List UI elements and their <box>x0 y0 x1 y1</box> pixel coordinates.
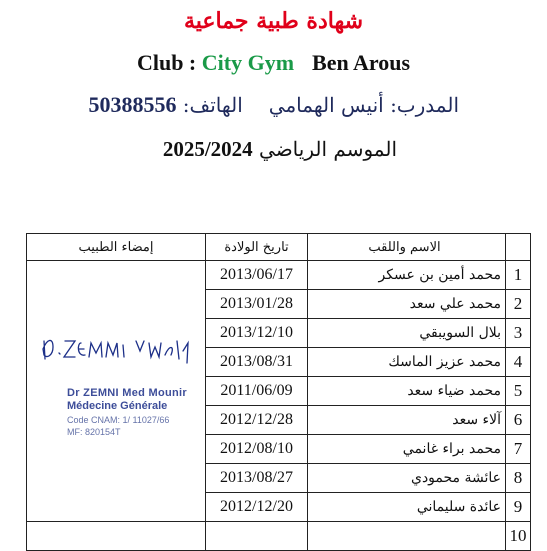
row-num: 2 <box>506 290 531 319</box>
phone-label: الهاتف: <box>182 93 243 117</box>
row-num: 8 <box>506 464 531 493</box>
row-name: محمد عزيز الماسك <box>308 348 506 377</box>
row-num: 7 <box>506 435 531 464</box>
signature-scribble <box>41 329 191 389</box>
row-dob: 2013/12/10 <box>206 319 308 348</box>
phone-number: 50388556 <box>88 92 177 117</box>
row-dob: 2013/06/17 <box>206 261 308 290</box>
table-row <box>27 261 531 290</box>
row-num: 5 <box>506 377 531 406</box>
coach-label: المدرب: <box>390 93 459 117</box>
row-num: 3 <box>506 319 531 348</box>
club-line <box>0 50 547 76</box>
header-num <box>506 234 531 261</box>
row-name: محمد براء غانمي <box>308 435 506 464</box>
row-name: عائدة سليماني <box>308 493 506 522</box>
row-dob: 2012/12/20 <box>206 493 308 522</box>
table-header-row <box>27 234 531 261</box>
stamp-line-2: Médecine Générale <box>67 400 168 412</box>
row-dob: 2011/06/09 <box>206 377 308 406</box>
doctor-stamp <box>41 329 191 439</box>
row-name: محمد أمين بن عسكر <box>308 261 506 290</box>
row-num: 9 <box>506 493 531 522</box>
season-line <box>163 137 397 162</box>
season-label: الموسم الرياضي <box>259 137 397 161</box>
empty-signature-cell <box>27 522 206 551</box>
coach-name: أنيس الهمامي <box>268 93 384 117</box>
row-dob: 2013/08/31 <box>206 348 308 377</box>
row-dob: 2012/08/10 <box>206 435 308 464</box>
stamp-line-1: Dr ZEMNI Med Mounir <box>67 387 187 399</box>
row-dob: 2013/01/28 <box>206 290 308 319</box>
row-dob: 2013/08/27 <box>206 464 308 493</box>
season-years: 2025/2024 <box>162 137 253 161</box>
row-name: آلاء سعد <box>308 406 506 435</box>
row-num: 10 <box>506 522 531 551</box>
roster-table <box>26 233 531 551</box>
row-name: بلال السويبقي <box>308 319 506 348</box>
doctor-signature-cell <box>27 261 206 522</box>
row-name: عائشة محمودي <box>308 464 506 493</box>
club-name: City Gym <box>201 50 295 75</box>
row-num: 4 <box>506 348 531 377</box>
row-dob <box>206 522 308 551</box>
row-name: محمد علي سعد <box>308 290 506 319</box>
header-name: الاسم واللقب <box>308 234 506 261</box>
header-dob: تاريخ الولادة <box>206 234 308 261</box>
stamp-line-4: MF: 820154T <box>67 427 121 437</box>
row-dob: 2012/12/28 <box>206 406 308 435</box>
row-num: 1 <box>506 261 531 290</box>
club-prefix: Club : <box>136 50 202 75</box>
row-name: محمد ضياء سعد <box>308 377 506 406</box>
stamp-line-3: Code CNAM: 1/ 11027/66 <box>67 415 170 425</box>
row-name <box>308 522 506 551</box>
document-title: شهادة طبية جماعية <box>183 8 364 34</box>
coach-line <box>88 92 459 118</box>
table-row <box>27 522 531 551</box>
club-city: Ben Arous <box>312 50 411 75</box>
header-signature: إمضاء الطبيب <box>27 234 206 261</box>
row-num: 6 <box>506 406 531 435</box>
